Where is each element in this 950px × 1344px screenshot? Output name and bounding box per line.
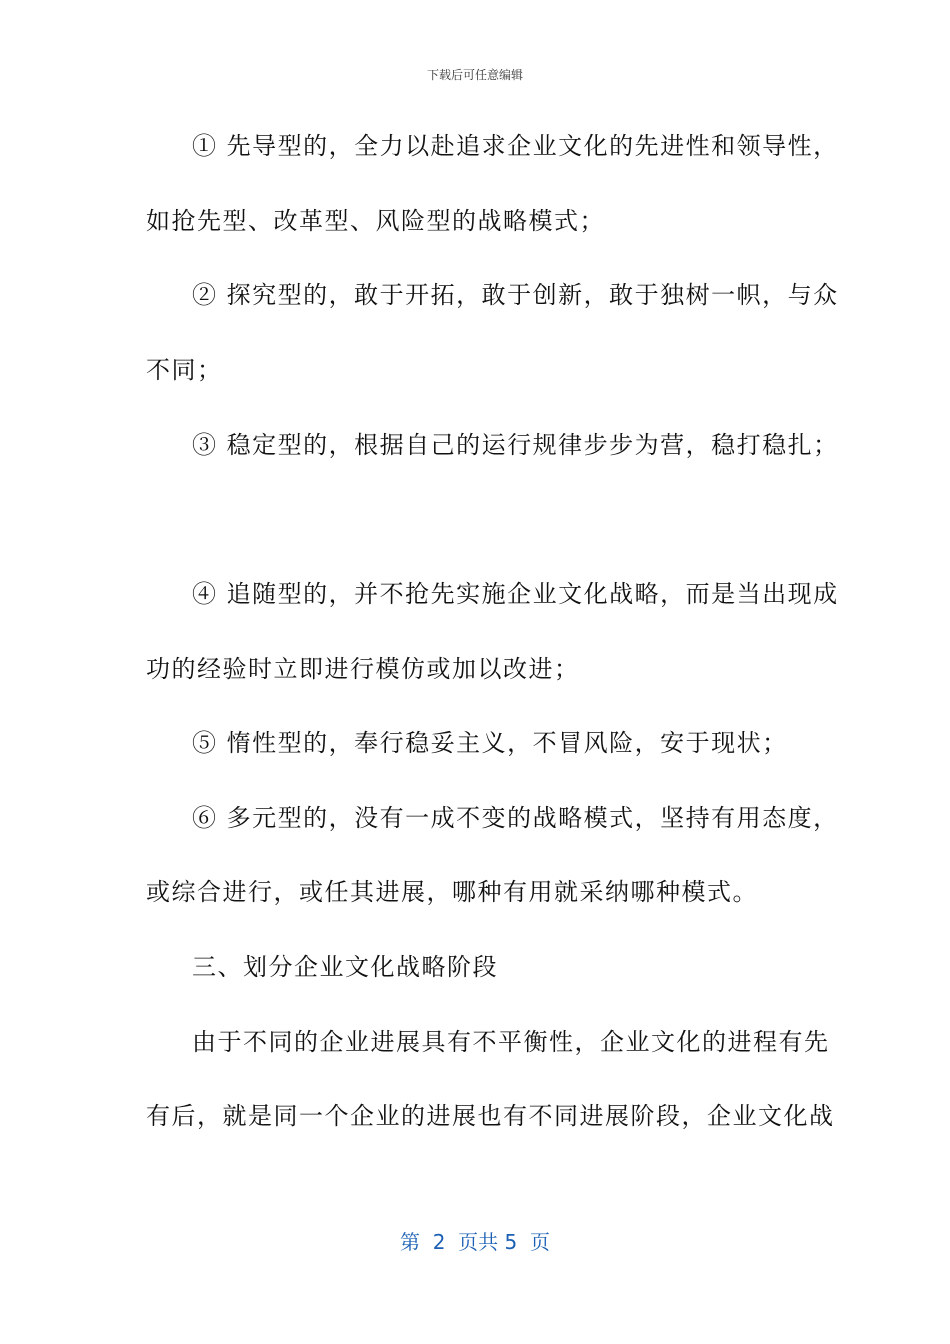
paragraph-line: 由于不同的企业进展具有不平衡性，企业文化的进程有先 xyxy=(192,1028,830,1056)
paragraph-line: 有后，就是同一个企业的进展也有不同进展阶段，企业文化战 xyxy=(146,1102,835,1130)
paragraph-line: 功的经验时立即进行模仿或加以改进； xyxy=(146,655,580,683)
paragraph-line: ⑤ 惰性型的，奉行稳妥主义，不冒风险，安于现状； xyxy=(192,729,788,757)
paragraph-line: ① 先导型的，全力以赴追求企业文化的先进性和领导性， xyxy=(192,132,839,160)
paragraph-line: 不同； xyxy=(146,356,223,384)
paragraph-line: ④ 追随型的，并不抢先实施企业文化战略，而是当出现成 xyxy=(192,580,839,608)
paragraph-line: ③ 稳定型的，根据自己的运行规律步步为营，稳打稳扎； xyxy=(192,431,839,459)
section-heading: 三、划分企业文化战略阶段 xyxy=(192,953,498,981)
header-note: 下载后可任意编辑 xyxy=(426,68,523,82)
paragraph-line: 如抢先型、改革型、风险型的战略模式； xyxy=(146,207,605,235)
paragraph-line: ② 探究型的，敢于开拓，敢于创新，敢于独树一帜，与众 xyxy=(192,281,839,309)
paragraph-line: ⑥ 多元型的，没有一成不变的战略模式，坚持有用态度， xyxy=(192,804,839,832)
page-number-footer: 第 2 页共 5 页 xyxy=(400,1230,550,1254)
paragraph-line: 或综合进行，或任其进展，哪种有用就采纳哪种模式。 xyxy=(146,878,758,906)
